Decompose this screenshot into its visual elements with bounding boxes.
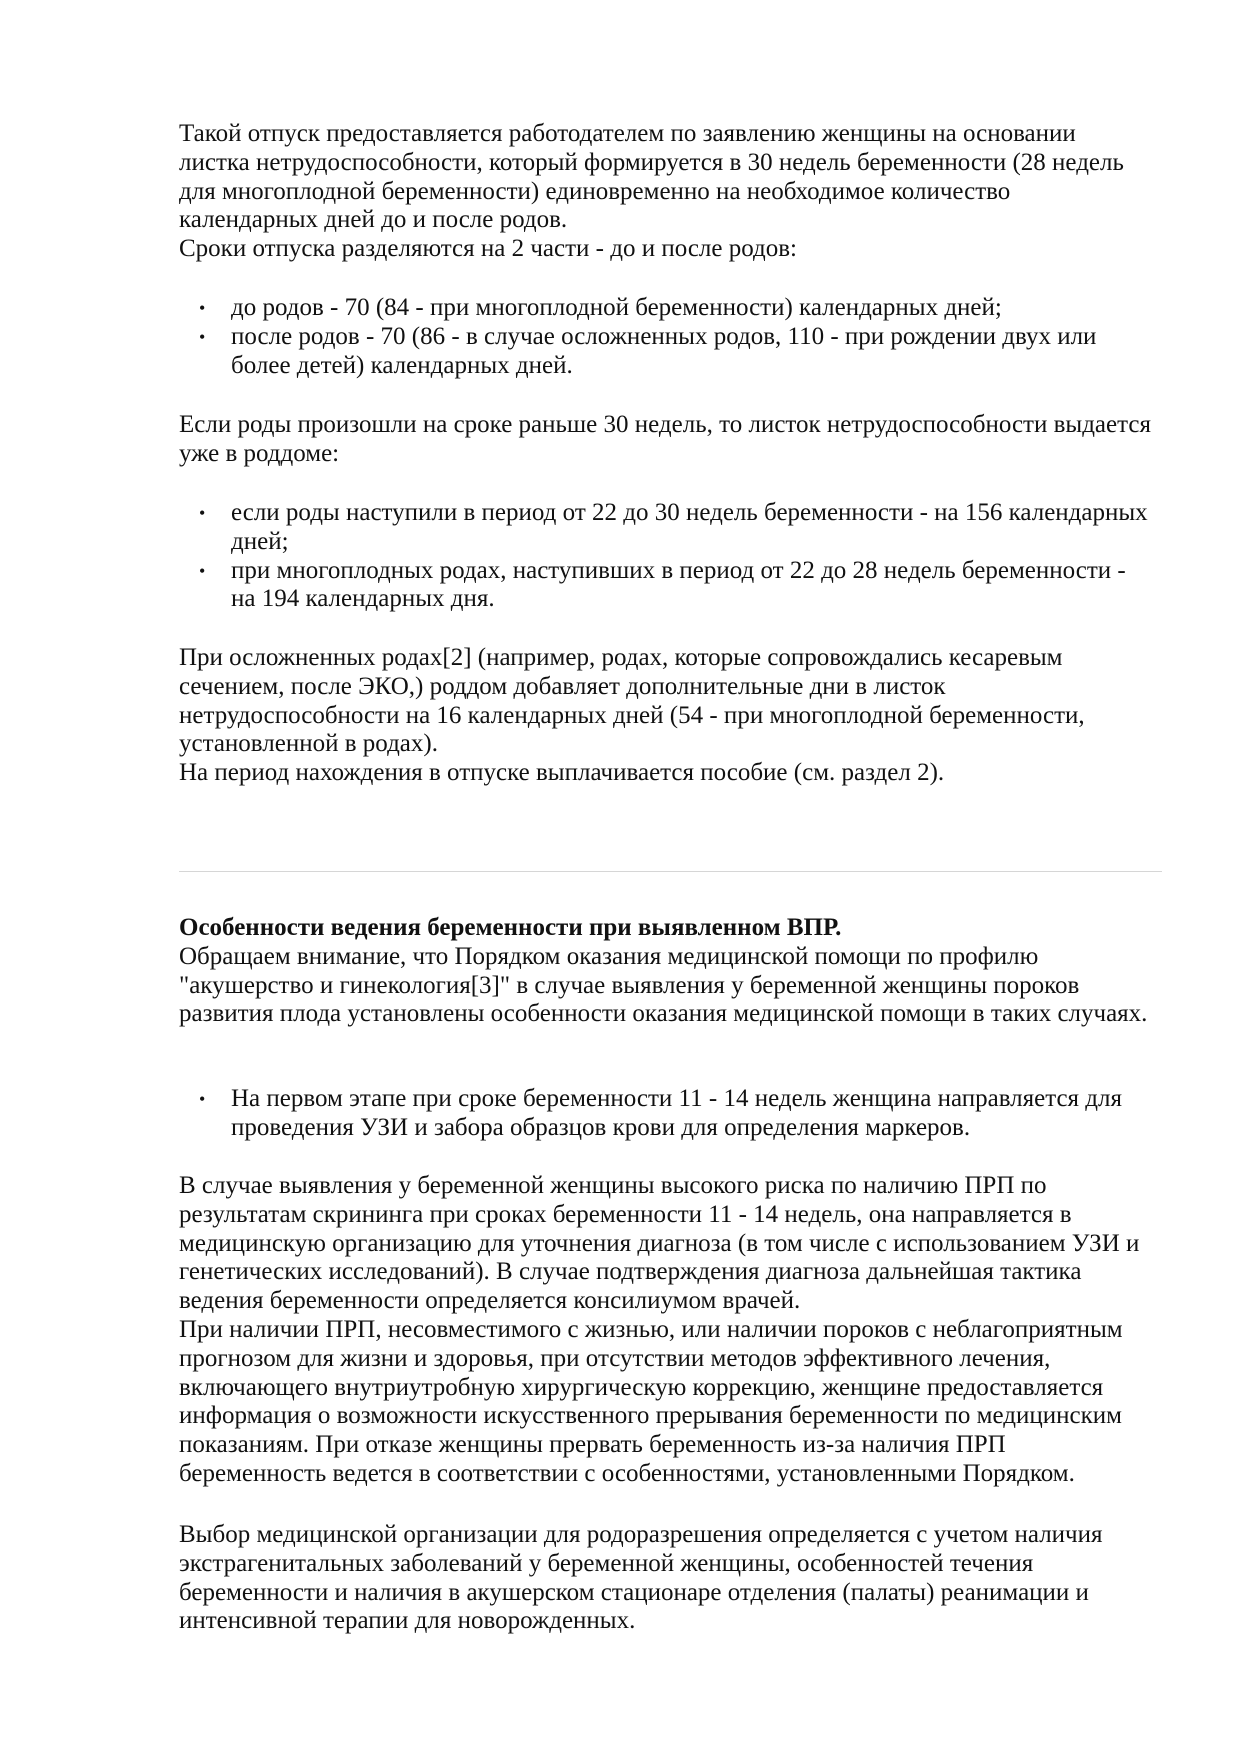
text-line: сечением, после ЭКО,) роддом добавляет дополнительные дни в листок <box>179 672 946 700</box>
text-line: Обращаем внимание, что Порядком оказания медицинской помощи по профилю <box>179 942 1039 970</box>
list-item-line: дней; <box>231 527 289 555</box>
text-line: интенсивной терапии для новорожденных. <box>179 1607 636 1635</box>
text-line: На период нахождения в отпуске выплачивается пособие (см. раздел 2). <box>179 759 945 787</box>
list-item <box>179 323 1096 381</box>
text-line: Выбор медицинской организации для родоразрешения определяется с учетом наличия <box>179 1521 1103 1548</box>
list-item <box>179 294 1096 323</box>
bullet-icon: • <box>199 1089 206 1109</box>
paragraph-complicated-birth <box>179 644 1085 788</box>
list-item <box>179 499 1148 557</box>
text-line: календарных дней до и после родов. <box>179 206 568 234</box>
text-line: беременность ведется в соответствии с особенностями, установленными Порядком. <box>179 1459 1075 1487</box>
text-line: развития плода установлены особенности оказания медицинской помощи в таких случаях. <box>179 1000 1148 1028</box>
paragraph-high-risk <box>179 1172 1139 1489</box>
list-early-birth-cases <box>179 499 1148 614</box>
text-line: Такой отпуск предоставляется работодателем по заявлению женщины на основании <box>179 120 1076 147</box>
text-line: ведения беременности определяется консилиумом врачей. <box>179 1287 801 1315</box>
text-line: генетических исследований). В случае подтверждения диагноза дальнейшая тактика <box>179 1258 1082 1286</box>
list-item-line: при многоплодных родах, наступивших в период от 22 до 28 недель беременности - <box>231 556 1126 584</box>
text-line: результатам скрининга при сроках беременности 11 - 14 недель, она направляется в <box>179 1200 1072 1228</box>
text-line: медицинскую организацию для уточнения диагноза (в том числе с использованием УЗИ и <box>179 1229 1140 1257</box>
list-item-line: более детей) календарных дней. <box>231 351 573 379</box>
text-line: При наличии ПРП, несовместимого с жизнью, или наличии пороков с неблагоприятным <box>179 1315 1123 1343</box>
text-line: включающего внутриутробную хирургическую коррекцию, женщине предоставляется <box>179 1373 1104 1401</box>
text-line: нетрудоспособности на 16 календарных дней (54 - при многоплодной беременности, <box>179 701 1085 729</box>
text-line: Сроки отпуска разделяются на 2 части - до и после родов: <box>179 235 798 263</box>
text-line: экстрагенитальных заболеваний у беременной женщины, особенностей течения <box>179 1549 1034 1577</box>
text-line: листка нетрудоспособности, который формируется в 30 недель беременности (28 недель <box>179 148 1124 176</box>
section-divider <box>179 871 1162 872</box>
text-line: информация о возможности искусственного прерывания беременности по медицинским <box>179 1402 1122 1430</box>
text-line: уже в роддоме: <box>179 439 340 467</box>
bullet-icon: • <box>199 503 206 523</box>
section-heading: Особенности ведения беременности при выявленном ВПР. <box>179 914 842 941</box>
bullet-icon: • <box>199 326 206 347</box>
list-item-line: проведения УЗИ и забора образцов крови для определения маркеров. <box>231 1113 971 1141</box>
bullet-icon: • <box>199 560 206 581</box>
list-item-line: после родов - 70 (86 - в случае осложненных родов, 110 - при рождении двух или <box>231 322 1097 350</box>
list-item-line: на 194 календарных дня. <box>231 585 495 613</box>
paragraph-leave-basis <box>179 120 1124 264</box>
list-item-line: На первом этапе при сроке беременности 11 - 14 недель женщина направляется для <box>231 1085 1123 1112</box>
paragraph-early-birth <box>179 411 1151 469</box>
list-leave-periods <box>179 294 1096 380</box>
text-line: установленной в родах). <box>179 730 438 758</box>
list-item <box>179 557 1148 615</box>
list-screening <box>179 1085 1122 1143</box>
section-vpr <box>179 914 1147 1029</box>
list-item-line: до родов - 70 (84 - при многоплодной беременности) календарных дней; <box>231 294 1002 321</box>
list-item-line: если роды наступили в период от 22 до 30 недель беременности - на 156 календарных <box>231 499 1148 526</box>
bullet-icon: • <box>199 298 206 318</box>
paragraph-organization-choice <box>179 1521 1103 1636</box>
list-item <box>179 1085 1122 1143</box>
text-line: В случае выявления у беременной женщины высокого риска по наличию ПРП по <box>179 1172 1047 1199</box>
text-line: прогнозом для жизни и здоровья, при отсутствии методов эффективного лечения, <box>179 1344 1051 1372</box>
text-line: Если роды произошли на сроке раньше 30 недель, то листок нетрудоспособности выдается <box>179 411 1151 438</box>
text-line: "акушерство и гинекология[3]" в случае выявления у беременной женщины пороков <box>179 971 1080 999</box>
text-line: При осложненных родах[2] (например, родах, которые сопровождались кесаревым <box>179 644 1063 671</box>
text-line: беременности и наличия в акушерском стационаре отделения (палаты) реанимации и <box>179 1578 1089 1606</box>
text-line: для многоплодной беременности) единовременно на необходимое количество <box>179 177 1011 205</box>
paragraph-vpr-intro <box>179 943 1147 1029</box>
text-line: показаниям. При отказе женщины прервать беременность из-за наличия ПРП <box>179 1431 1006 1459</box>
